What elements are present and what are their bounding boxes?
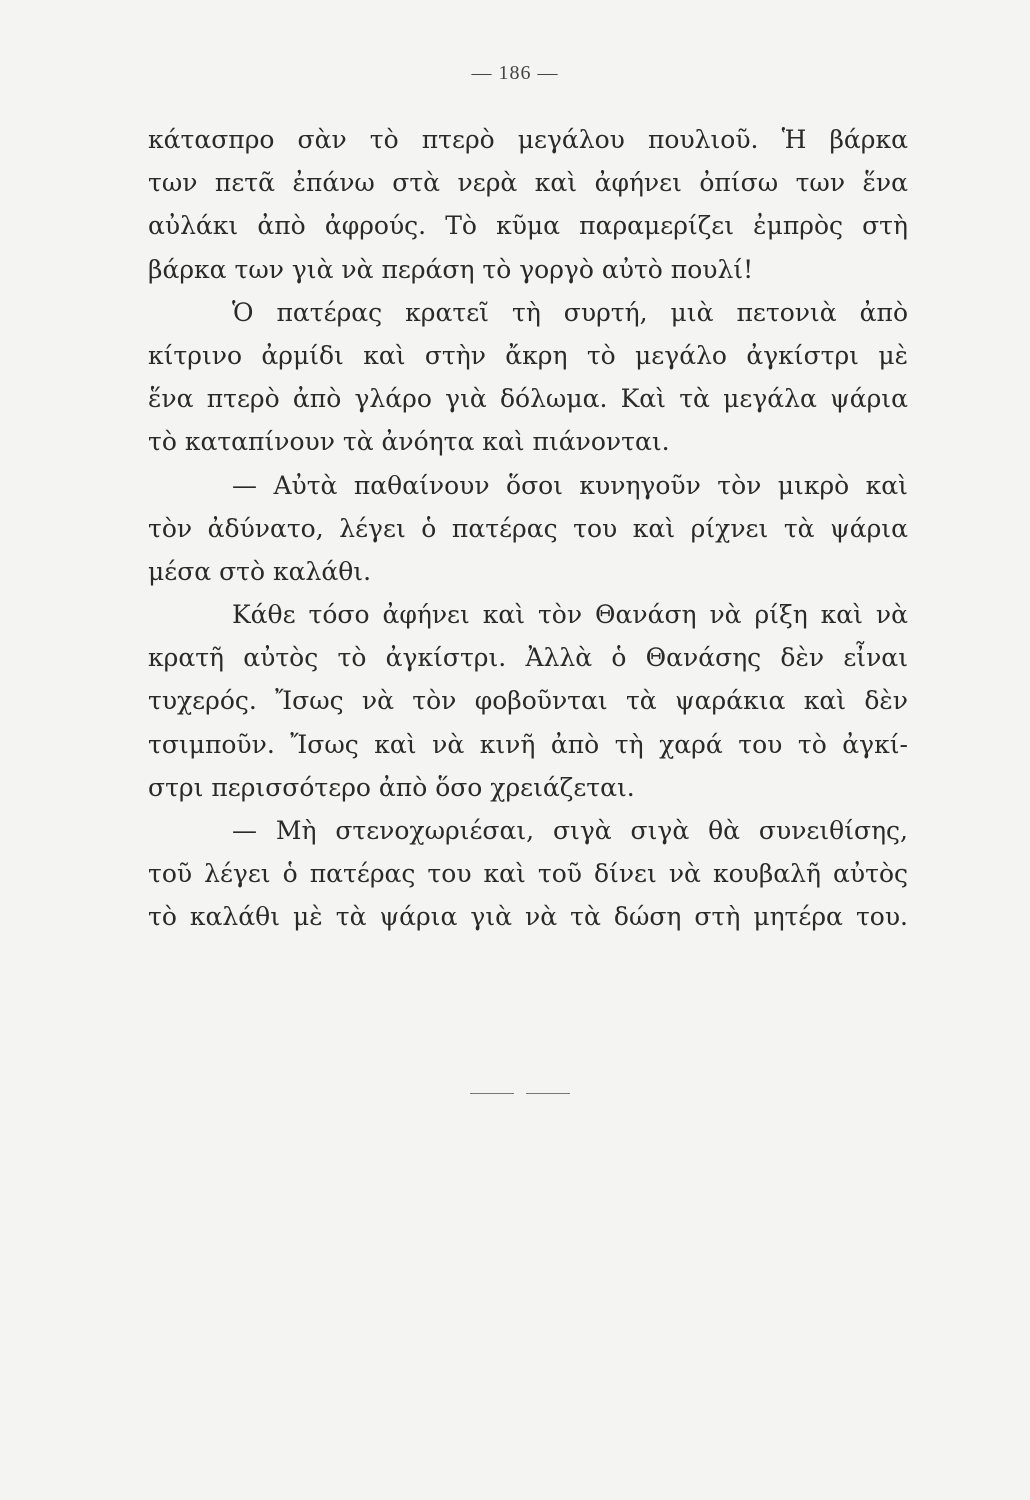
text-line: κίτρινο ἀρμίδι καὶ στὴν ἄκρη τὸ μεγάλο ἀγκίστρι μὲ	[148, 340, 908, 370]
text-line: ἕνα πτερὸ ἀπὸ γλάρο γιὰ δόλωμα. Καὶ τὰ μεγάλα ψάρια	[148, 384, 908, 414]
text-line: τὸ καταπίνουν τὰ ἀνόητα καὶ πιάνονται.	[148, 427, 670, 457]
text-line: Κάθε τόσο ἀφήνει καὶ τὸν Θανάση νὰ ρίξη καὶ νὰ	[232, 600, 908, 630]
text-line: τοῦ λέγει ὁ πατέρας του καὶ τοῦ δίνει νὰ κουβαλῆ αὐτὸς	[148, 859, 908, 889]
page-number: — 186 —	[471, 62, 559, 84]
text-line: των πετᾶ ἐπάνω στὰ νερὰ καὶ ἀφήνει ὀπίσω των ἕνα	[148, 168, 908, 198]
text-line: τυχερός. Ἴσως νὰ τὸν φοβοῦνται τὰ ψαράκια καὶ δὲν	[148, 686, 908, 716]
text-line: τὸν ἀδύνατο, λέγει ὁ πατέρας του καὶ ρίχνει τὰ ψάρια	[148, 513, 908, 543]
text-line: τσιμποῦν. Ἴσως καὶ νὰ κινῆ ἀπὸ τὴ χαρά του τὸ ἀγκί-	[148, 729, 908, 759]
text-line: κρατῆ αὐτὸς τὸ ἀγκίστρι. Ἀλλὰ ὁ Θανάσης δὲν εἶναι	[148, 643, 908, 673]
text-line: στρι περισσότερο ἀπὸ ὅσο χρειάζεται.	[148, 772, 635, 802]
text-line: — Μὴ στενοχωριέσαι, σιγὰ σιγὰ θὰ συνειθίσης,	[232, 816, 908, 845]
rule-segment	[526, 1093, 570, 1094]
text-line: — Αὐτὰ παθαίνουν ὅσοι κυνηγοῦν τὸν μικρὸ καὶ	[232, 470, 908, 500]
text-line: μέσα στὸ καλάθι.	[148, 556, 372, 586]
text-line: Ὁ πατέρας κρατεῖ τὴ συρτή, μιὰ πετονιὰ ἀπὸ	[232, 297, 908, 327]
text-line: βάρκα των γιὰ νὰ περάση τὸ γοργὸ αὐτὸ πουλί!	[148, 254, 754, 284]
text-line: τὸ καλάθι μὲ τὰ ψάρια γιὰ νὰ τὰ δώση στὴ μητέρα του.	[148, 902, 908, 932]
text-line: κάτασπρο σὰν τὸ πτερὸ μεγάλου πουλιοῦ. Ἡ βάρκα	[148, 125, 908, 154]
text-line: αὐλάκι ἀπὸ ἀφρούς. Τὸ κῦμα παραμερίζει ἐμπρὸς στὴ	[148, 211, 908, 241]
rule-segment	[470, 1093, 514, 1094]
body-text	[148, 118, 908, 939]
section-end-rule	[470, 1093, 570, 1095]
